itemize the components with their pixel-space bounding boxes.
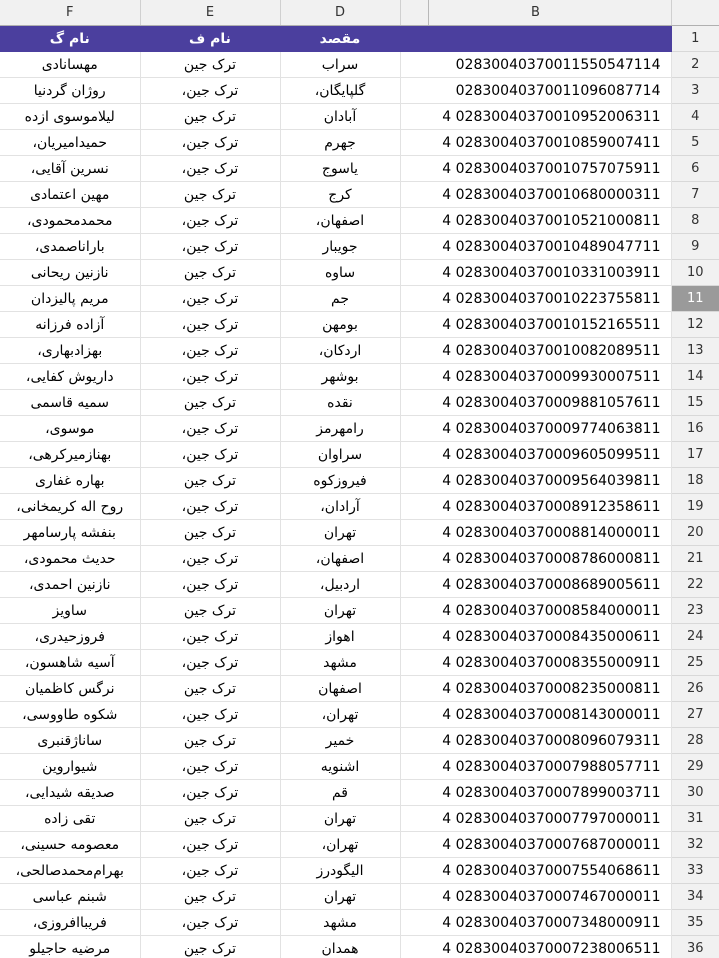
cell-F31[interactable]: تقی زاده xyxy=(0,806,140,832)
cell-E9[interactable]: ترک جین، xyxy=(140,234,280,260)
cell-D3[interactable]: گلپایگان، xyxy=(280,78,400,104)
cell-B32[interactable]: 02830040370007687000011 4 xyxy=(400,832,671,858)
cell-F34[interactable]: شبنم عباسی xyxy=(0,884,140,910)
cell-E34[interactable]: ترک جین xyxy=(140,884,280,910)
cell-B11[interactable]: 02830040370010223755811 4 xyxy=(400,286,671,312)
cell-E15[interactable]: ترک جین xyxy=(140,390,280,416)
cell-E32[interactable]: ترک جین، xyxy=(140,832,280,858)
row-header-21[interactable]: 21 xyxy=(671,546,719,572)
cell-D14[interactable]: بوشهر xyxy=(280,364,400,390)
cell-D8[interactable]: اصفهان، xyxy=(280,208,400,234)
cell-E29[interactable]: ترک جین، xyxy=(140,754,280,780)
row-header-6[interactable]: 6 xyxy=(671,156,719,182)
row-header-15[interactable]: 15 xyxy=(671,390,719,416)
cell-F10[interactable]: نازنین ریحانی xyxy=(0,260,140,286)
cell-B10[interactable]: 02830040370010331003911 4 xyxy=(400,260,671,286)
table-row[interactable] xyxy=(0,936,719,958)
cell-F17[interactable]: بهنازمیرکرهی، xyxy=(0,442,140,468)
cell-B9[interactable]: 02830040370010489047711 4 xyxy=(400,234,671,260)
select-all-corner[interactable] xyxy=(671,0,719,26)
row-header-34[interactable]: 34 xyxy=(671,884,719,910)
row-header-28[interactable]: 28 xyxy=(671,728,719,754)
cell-B31[interactable]: 02830040370007797000011 4 xyxy=(400,806,671,832)
table-row[interactable] xyxy=(0,832,719,858)
cell-B14[interactable]: 02830040370009930007511 4 xyxy=(400,364,671,390)
column-header-E[interactable]: E xyxy=(140,0,280,26)
cell-D12[interactable]: بومهن xyxy=(280,312,400,338)
cell-D27[interactable]: تهران، xyxy=(280,702,400,728)
cell-D5[interactable]: جهرم xyxy=(280,130,400,156)
cell-E13[interactable]: ترک جین، xyxy=(140,338,280,364)
table-row[interactable] xyxy=(0,520,719,546)
cell-E31[interactable]: ترک جین xyxy=(140,806,280,832)
table-row[interactable] xyxy=(0,26,719,52)
table-row[interactable] xyxy=(0,884,719,910)
row-header-3[interactable]: 3 xyxy=(671,78,719,104)
cell-D29[interactable]: اشنویه xyxy=(280,754,400,780)
cell-E3[interactable]: ترک جین، xyxy=(140,78,280,104)
table-row[interactable] xyxy=(0,572,719,598)
cell-E23[interactable]: ترک جین xyxy=(140,598,280,624)
row-header-1[interactable]: 1 xyxy=(671,26,719,52)
table-row[interactable] xyxy=(0,650,719,676)
table-row[interactable] xyxy=(0,390,719,416)
cell-B25[interactable]: 02830040370008355000911 4 xyxy=(400,650,671,676)
cell-F2[interactable]: مهسانادی xyxy=(0,52,140,78)
cell-D22[interactable]: اردبیل، xyxy=(280,572,400,598)
table-row[interactable] xyxy=(0,182,719,208)
table-row[interactable] xyxy=(0,234,719,260)
cell-B12[interactable]: 02830040370010152165511 4 xyxy=(400,312,671,338)
cell-D36[interactable]: همدان xyxy=(280,936,400,958)
cell-F24[interactable]: فروزحیدری، xyxy=(0,624,140,650)
sheet-body xyxy=(0,26,719,958)
cell-D9[interactable]: جویبار xyxy=(280,234,400,260)
cell-E11[interactable]: ترک جین، xyxy=(140,286,280,312)
cell-F14[interactable]: داریوش کفایی، xyxy=(0,364,140,390)
cell-F8[interactable]: محمدمحمودی، xyxy=(0,208,140,234)
cell-D28[interactable]: خمیر xyxy=(280,728,400,754)
cell-B34[interactable]: 02830040370007467000011 4 xyxy=(400,884,671,910)
table-row[interactable] xyxy=(0,442,719,468)
cell-D26[interactable]: اصفهان xyxy=(280,676,400,702)
row-header-9[interactable]: 9 xyxy=(671,234,719,260)
cell-B19[interactable]: 02830040370008912358611 4 xyxy=(400,494,671,520)
cell-E25[interactable]: ترک جین، xyxy=(140,650,280,676)
cell-D24[interactable]: اهواز xyxy=(280,624,400,650)
cell-E27[interactable]: ترک جین، xyxy=(140,702,280,728)
table-row[interactable] xyxy=(0,208,719,234)
cell-F11[interactable]: مریم پالیزدان xyxy=(0,286,140,312)
table-row[interactable] xyxy=(0,806,719,832)
row-header-12[interactable]: 12 xyxy=(671,312,719,338)
cell-F9[interactable]: باراناصمدی، xyxy=(0,234,140,260)
row-header-7[interactable]: 7 xyxy=(671,182,719,208)
cell-F25[interactable]: آسیه شاهسون، xyxy=(0,650,140,676)
cell-B16[interactable]: 02830040370009774063811 4 xyxy=(400,416,671,442)
cell-F4[interactable]: لیلاموسوی ازده xyxy=(0,104,140,130)
row-header-11[interactable]: 11 xyxy=(671,286,719,312)
cell-E35[interactable]: ترک جین، xyxy=(140,910,280,936)
cell-D20[interactable]: تهران xyxy=(280,520,400,546)
cell-F13[interactable]: بهزادبهاری، xyxy=(0,338,140,364)
row-header-31[interactable]: 31 xyxy=(671,806,719,832)
cell-D11[interactable]: جم xyxy=(280,286,400,312)
cell-E18[interactable]: ترک جین xyxy=(140,468,280,494)
row-header-25[interactable]: 25 xyxy=(671,650,719,676)
cell-B27[interactable]: 02830040370008143000011 4 xyxy=(400,702,671,728)
table-row[interactable] xyxy=(0,130,719,156)
cell-D23[interactable]: تهران xyxy=(280,598,400,624)
table-row[interactable] xyxy=(0,624,719,650)
cell-E36[interactable]: ترک جین xyxy=(140,936,280,958)
cell-E4[interactable]: ترک جین xyxy=(140,104,280,130)
cell-F3[interactable]: روژان گردنیا xyxy=(0,78,140,104)
row-header-8[interactable]: 8 xyxy=(671,208,719,234)
row-header-5[interactable]: 5 xyxy=(671,130,719,156)
table-row[interactable] xyxy=(0,858,719,884)
cell-E22[interactable]: ترک جین، xyxy=(140,572,280,598)
cell-F18[interactable]: بهاره غفاری xyxy=(0,468,140,494)
row-header-24[interactable]: 24 xyxy=(671,624,719,650)
cell-F21[interactable]: حدیث محمودی، xyxy=(0,546,140,572)
column-split-tick xyxy=(428,0,429,25)
cell-F20[interactable]: بنفشه پارسامهر xyxy=(0,520,140,546)
cell-D34[interactable]: تهران xyxy=(280,884,400,910)
row-header-30[interactable]: 30 xyxy=(671,780,719,806)
cell-B17[interactable]: 02830040370009605099511 4 xyxy=(400,442,671,468)
table-row[interactable] xyxy=(0,364,719,390)
table-row[interactable] xyxy=(0,156,719,182)
cell-D1[interactable]: مقصد xyxy=(280,26,400,52)
row-header-2[interactable]: 2 xyxy=(671,52,719,78)
cell-F23[interactable]: ساویز xyxy=(0,598,140,624)
cell-D25[interactable]: مشهد xyxy=(280,650,400,676)
cell-B35[interactable]: 02830040370007348000911 4 xyxy=(400,910,671,936)
row-header-35[interactable]: 35 xyxy=(671,910,719,936)
row-header-17[interactable]: 17 xyxy=(671,442,719,468)
cell-E30[interactable]: ترک جین، xyxy=(140,780,280,806)
cell-E1[interactable]: نام ف xyxy=(140,26,280,52)
cell-D13[interactable]: اردکان، xyxy=(280,338,400,364)
row-header-27[interactable]: 27 xyxy=(671,702,719,728)
cell-B29[interactable]: 02830040370007988057711 4 xyxy=(400,754,671,780)
row-header-22[interactable]: 22 xyxy=(671,572,719,598)
column-header-row xyxy=(0,0,719,26)
cell-E14[interactable]: ترک جین، xyxy=(140,364,280,390)
cell-E8[interactable]: ترک جین، xyxy=(140,208,280,234)
table-row[interactable] xyxy=(0,546,719,572)
row-header-19[interactable]: 19 xyxy=(671,494,719,520)
cell-E16[interactable]: ترک جین، xyxy=(140,416,280,442)
table-row[interactable] xyxy=(0,780,719,806)
table-row[interactable] xyxy=(0,754,719,780)
cell-E21[interactable]: ترک جین، xyxy=(140,546,280,572)
cell-F6[interactable]: نسرین آقایی، xyxy=(0,156,140,182)
table-row[interactable] xyxy=(0,910,719,936)
cell-E24[interactable]: ترک جین، xyxy=(140,624,280,650)
cell-B1[interactable] xyxy=(400,26,671,52)
row-header-33[interactable]: 33 xyxy=(671,858,719,884)
cell-E2[interactable]: ترک جین xyxy=(140,52,280,78)
row-header-14[interactable]: 14 xyxy=(671,364,719,390)
cell-D4[interactable]: آبادان xyxy=(280,104,400,130)
cell-B4[interactable]: 02830040370010952006311 4 xyxy=(400,104,671,130)
column-header-F[interactable]: F xyxy=(0,0,140,26)
cell-F27[interactable]: شکوه طاووسی، xyxy=(0,702,140,728)
cell-D35[interactable]: مشهد xyxy=(280,910,400,936)
cell-D32[interactable]: تهران، xyxy=(280,832,400,858)
table-row[interactable] xyxy=(0,494,719,520)
table-row[interactable] xyxy=(0,598,719,624)
cell-E10[interactable]: ترک جین xyxy=(140,260,280,286)
cell-F30[interactable]: صدیقه شیدایی، xyxy=(0,780,140,806)
table-row[interactable] xyxy=(0,702,719,728)
row-header-36[interactable]: 36 xyxy=(671,936,719,958)
cell-F1[interactable]: نام گ xyxy=(0,26,140,52)
table-row[interactable] xyxy=(0,104,719,130)
cell-F16[interactable]: موسوی، xyxy=(0,416,140,442)
cell-B6[interactable]: 02830040370010757075911 4 xyxy=(400,156,671,182)
cell-B21[interactable]: 02830040370008786000811 4 xyxy=(400,546,671,572)
cell-B28[interactable]: 02830040370008096079311 4 xyxy=(400,728,671,754)
cell-E17[interactable]: ترک جین، xyxy=(140,442,280,468)
cell-F7[interactable]: مهین اعتمادی xyxy=(0,182,140,208)
row-header-16[interactable]: 16 xyxy=(671,416,719,442)
cell-B20[interactable]: 02830040370008814000011 4 xyxy=(400,520,671,546)
cell-F26[interactable]: نرگس کاظمیان xyxy=(0,676,140,702)
cell-D6[interactable]: یاسوج xyxy=(280,156,400,182)
table-row[interactable] xyxy=(0,728,719,754)
cell-F29[interactable]: شیواروین xyxy=(0,754,140,780)
cell-D15[interactable]: نقده xyxy=(280,390,400,416)
cell-D10[interactable]: ساوه xyxy=(280,260,400,286)
cell-D16[interactable]: رامهرمز xyxy=(280,416,400,442)
table-row[interactable] xyxy=(0,286,719,312)
cell-B36[interactable]: 02830040370007238006511 4 xyxy=(400,936,671,958)
column-header-D[interactable]: D xyxy=(280,0,400,26)
cell-E19[interactable]: ترک جین، xyxy=(140,494,280,520)
cell-F22[interactable]: نازنین احمدی، xyxy=(0,572,140,598)
cell-D31[interactable]: تهران xyxy=(280,806,400,832)
row-header-20[interactable]: 20 xyxy=(671,520,719,546)
cell-E26[interactable]: ترک جین xyxy=(140,676,280,702)
cell-B2[interactable]: 02830040370011550547114 xyxy=(400,52,671,78)
cell-B33[interactable]: 02830040370007554068611 4 xyxy=(400,858,671,884)
table-row[interactable] xyxy=(0,338,719,364)
cell-B7[interactable]: 02830040370010680000311 4 xyxy=(400,182,671,208)
cell-E5[interactable]: ترک جین، xyxy=(140,130,280,156)
row-header-32[interactable]: 32 xyxy=(671,832,719,858)
table-row[interactable] xyxy=(0,52,719,78)
table-row[interactable] xyxy=(0,416,719,442)
cell-F33[interactable]: بهرام‌محمدصالحی، xyxy=(0,858,140,884)
row-header-26[interactable]: 26 xyxy=(671,676,719,702)
cell-D33[interactable]: الیگودرز xyxy=(280,858,400,884)
cell-E28[interactable]: ترک جین xyxy=(140,728,280,754)
cell-F36[interactable]: مرضیه حاجیلو xyxy=(0,936,140,958)
cell-D30[interactable]: قم xyxy=(280,780,400,806)
cell-F35[interactable]: فریباافروزی، xyxy=(0,910,140,936)
table-row[interactable] xyxy=(0,676,719,702)
cell-E7[interactable]: ترک جین xyxy=(140,182,280,208)
cell-F32[interactable]: معصومه حسینی، xyxy=(0,832,140,858)
table-row[interactable] xyxy=(0,468,719,494)
table-row[interactable] xyxy=(0,312,719,338)
cell-E12[interactable]: ترک جین، xyxy=(140,312,280,338)
column-header-B[interactable]: B xyxy=(400,0,671,26)
cell-F5[interactable]: حمیدامیریان، xyxy=(0,130,140,156)
cell-B24[interactable]: 02830040370008435000611 4 xyxy=(400,624,671,650)
row-header-18[interactable]: 18 xyxy=(671,468,719,494)
cell-D7[interactable]: کرج xyxy=(280,182,400,208)
cell-E20[interactable]: ترک جین xyxy=(140,520,280,546)
cell-B22[interactable]: 02830040370008689005611 4 xyxy=(400,572,671,598)
cell-E33[interactable]: ترک جین، xyxy=(140,858,280,884)
cell-D2[interactable]: سراب xyxy=(280,52,400,78)
cell-E6[interactable]: ترک جین، xyxy=(140,156,280,182)
cell-B30[interactable]: 02830040370007899003711 4 xyxy=(400,780,671,806)
cell-B18[interactable]: 02830040370009564039811 4 xyxy=(400,468,671,494)
row-header-13[interactable]: 13 xyxy=(671,338,719,364)
row-header-29[interactable]: 29 xyxy=(671,754,719,780)
cell-B23[interactable]: 02830040370008584000011 4 xyxy=(400,598,671,624)
row-header-4[interactable]: 4 xyxy=(671,104,719,130)
table-row[interactable] xyxy=(0,78,719,104)
cell-D18[interactable]: فیروزکوه xyxy=(280,468,400,494)
cell-B5[interactable]: 02830040370010859007411 4 xyxy=(400,130,671,156)
cell-F19[interactable]: روح اله کریمخانی، xyxy=(0,494,140,520)
cell-B15[interactable]: 02830040370009881057611 4 xyxy=(400,390,671,416)
row-header-23[interactable]: 23 xyxy=(671,598,719,624)
cell-D21[interactable]: اصفهان، xyxy=(280,546,400,572)
cell-F12[interactable]: آزاده فرزانه xyxy=(0,312,140,338)
cell-D19[interactable]: آرادان، xyxy=(280,494,400,520)
cell-B8[interactable]: 02830040370010521000811 4 xyxy=(400,208,671,234)
cell-B26[interactable]: 02830040370008235000811 4 xyxy=(400,676,671,702)
cell-B13[interactable]: 02830040370010082089511 4 xyxy=(400,338,671,364)
cell-F15[interactable]: سمیه قاسمی xyxy=(0,390,140,416)
table-row[interactable] xyxy=(0,260,719,286)
cell-D17[interactable]: سراوان xyxy=(280,442,400,468)
cell-F28[interactable]: ساناژقنبری xyxy=(0,728,140,754)
cell-B3[interactable]: 02830040370011096087714 xyxy=(400,78,671,104)
row-header-10[interactable]: 10 xyxy=(671,260,719,286)
